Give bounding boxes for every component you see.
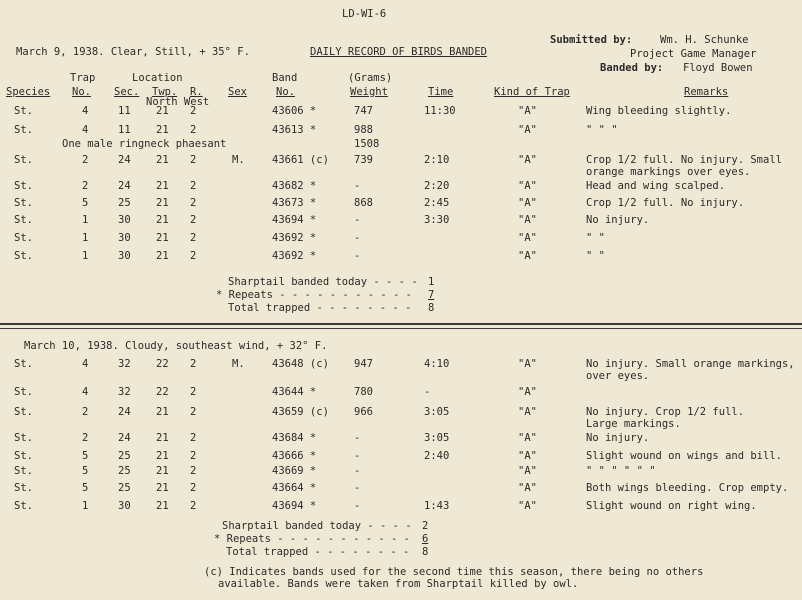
day1-row-remarks: Crop 1/2 full. No injury. xyxy=(586,197,745,209)
header-weight: Weight xyxy=(350,86,388,98)
day1-row-sec: 11 xyxy=(118,124,131,136)
day2-row-sec: 24 xyxy=(118,406,131,418)
day2-row-r: 2 xyxy=(190,432,197,444)
day1-row-note: One male ringneck phaesant xyxy=(62,138,227,150)
document-id: LD-WI-6 xyxy=(342,8,387,20)
day1-row-species: St. xyxy=(14,197,33,209)
day1-row-r: 2 xyxy=(190,124,197,136)
day1-row-species: St. xyxy=(14,180,33,192)
day2-row-twp: 21 xyxy=(156,432,169,444)
day2-row-weight: - xyxy=(354,450,361,462)
day1-row-twp: 21 xyxy=(156,250,169,262)
day1-heading: March 9, 1938. Clear, Still, + 35° F. xyxy=(16,46,250,58)
day1-row-twp: 21 xyxy=(156,105,169,117)
day1-row-species: St. xyxy=(14,214,33,226)
day2-total-value: 8 xyxy=(422,546,429,558)
day2-row-weight: - xyxy=(354,482,361,494)
day2-row-twp: 21 xyxy=(156,482,169,494)
day2-row-time: 1:43 xyxy=(424,500,450,512)
day1-row-species: St. xyxy=(14,124,33,136)
day1-row-trap: 1 xyxy=(82,232,89,244)
day2-row-band: 43644 * xyxy=(272,386,317,398)
day2-row-kind: "A" xyxy=(518,450,537,462)
day1-row-weight: - xyxy=(354,232,361,244)
section-divider-thin xyxy=(0,328,802,329)
day2-row-r: 2 xyxy=(190,500,197,512)
day1-row-r: 2 xyxy=(190,180,197,192)
day2-row-weight: - xyxy=(354,432,361,444)
day2-row-species: St. xyxy=(14,432,33,444)
header-twp: Twp. xyxy=(152,86,178,98)
header-sec: Sec. xyxy=(114,86,140,98)
day1-row-trap: 2 xyxy=(82,154,89,166)
day1-row-kind: "A" xyxy=(518,214,537,226)
day1-row-sex: M. xyxy=(232,154,245,166)
day2-row-twp: 21 xyxy=(156,465,169,477)
day1-row-weight: - xyxy=(354,250,361,262)
header-kind-of-trap: Kind of Trap xyxy=(494,86,570,98)
day1-row-twp: 21 xyxy=(156,154,169,166)
day2-repeats-label: * Repeats - - - - - - - - - - - xyxy=(214,533,410,545)
day2-row-band: 43666 * xyxy=(272,450,317,462)
day2-row-band: 43664 * xyxy=(272,482,317,494)
day1-row-twp: 21 xyxy=(156,180,169,192)
day2-row-twp: 22 xyxy=(156,386,169,398)
day2-row-weight: - xyxy=(354,465,361,477)
day2-row-trap: 4 xyxy=(82,386,89,398)
day2-row-remarks: No injury. Crop 1/2 full. xyxy=(586,406,745,418)
day2-row-species: St. xyxy=(14,406,33,418)
day2-row-trap: 5 xyxy=(82,465,89,477)
day2-row-remarks: No injury. Small orange markings, xyxy=(586,358,795,370)
banded-by-label: Banded by: xyxy=(600,62,664,74)
day2-row-trap: 2 xyxy=(82,432,89,444)
day1-row-band: 43673 * xyxy=(272,197,317,209)
day2-row-sec: 32 xyxy=(118,386,131,398)
day1-row-trap: 4 xyxy=(82,124,89,136)
day1-row-trap: 5 xyxy=(82,197,89,209)
day2-row-band: 43648 (c) xyxy=(272,358,329,370)
day1-row-band: 43661 (c) xyxy=(272,154,329,166)
day1-row-remarks: " " xyxy=(586,232,605,244)
day1-row-weight: 988 xyxy=(354,124,373,136)
day1-row-weight: 1508 xyxy=(354,138,380,150)
day1-row-band: 43606 * xyxy=(272,105,317,117)
day2-row-remarks: No injury. xyxy=(586,432,650,444)
header-grams: (Grams) xyxy=(348,72,393,84)
day1-row-remarks: " " " xyxy=(586,124,618,136)
submitted-by-title: Project Game Manager xyxy=(630,48,757,60)
footnote-line-1: (c) Indicates bands used for the second time this season, there being no others xyxy=(204,566,704,578)
day1-row-remarks-continued: orange markings over eyes. xyxy=(586,166,751,178)
day2-heading: March 10, 1938. Cloudy, southeast wind, + 32° F. xyxy=(24,340,328,352)
day1-row-twp: 21 xyxy=(156,232,169,244)
section-divider xyxy=(0,323,802,325)
day2-total-label: Total trapped - - - - - - - - xyxy=(226,546,410,558)
day1-total-value: 8 xyxy=(428,302,435,314)
day2-row-trap: 2 xyxy=(82,406,89,418)
day1-row-time: 2:20 xyxy=(424,180,450,192)
day1-row-sec: 24 xyxy=(118,154,131,166)
day2-row-sec: 25 xyxy=(118,450,131,462)
header-sex: Sex xyxy=(228,86,247,98)
day1-row-trap: 4 xyxy=(82,105,89,117)
day2-row-time: 3:05 xyxy=(424,406,450,418)
day2-row-sec: 32 xyxy=(118,358,131,370)
day2-repeats-value: 6 xyxy=(422,533,429,545)
day1-row-twp: 21 xyxy=(156,124,169,136)
day1-row-time: 2:10 xyxy=(424,154,450,166)
day2-row-trap: 5 xyxy=(82,450,89,462)
day2-row-species: St. xyxy=(14,500,33,512)
day1-row-sec: 24 xyxy=(118,180,131,192)
day2-row-time: - xyxy=(424,386,431,398)
day1-row-weight: - xyxy=(354,214,361,226)
day2-row-species: St. xyxy=(14,358,33,370)
day2-row-time: 4:10 xyxy=(424,358,450,370)
day2-row-twp: 21 xyxy=(156,450,169,462)
day1-row-remarks: Head and wing scalped. xyxy=(586,180,726,192)
day2-row-kind: "A" xyxy=(518,386,537,398)
day1-row-weight: 868 xyxy=(354,197,373,209)
day2-row-band: 43684 * xyxy=(272,432,317,444)
header-band: Band xyxy=(272,72,298,84)
day1-row-kind: "A" xyxy=(518,180,537,192)
day1-row-band: 43692 * xyxy=(272,232,317,244)
day2-row-band: 43669 * xyxy=(272,465,317,477)
day1-row-time: 11:30 xyxy=(424,105,456,117)
header-species: Species xyxy=(6,86,51,98)
day2-row-kind: "A" xyxy=(518,482,537,494)
day2-row-species: St. xyxy=(14,450,33,462)
day2-row-trap: 4 xyxy=(82,358,89,370)
day2-row-r: 2 xyxy=(190,406,197,418)
day1-row-kind: "A" xyxy=(518,124,537,136)
day2-row-sex: M. xyxy=(232,358,245,370)
day1-row-sec: 11 xyxy=(118,105,131,117)
day1-row-r: 2 xyxy=(190,214,197,226)
day2-row-kind: "A" xyxy=(518,465,537,477)
day1-row-sec: 30 xyxy=(118,214,131,226)
day2-row-twp: 21 xyxy=(156,500,169,512)
day2-row-twp: 22 xyxy=(156,358,169,370)
day1-row-sec: 25 xyxy=(118,197,131,209)
day2-row-sec: 24 xyxy=(118,432,131,444)
day2-row-r: 2 xyxy=(190,482,197,494)
day1-row-trap: 1 xyxy=(82,250,89,262)
day2-banded-label: Sharptail banded today - - - - xyxy=(222,520,412,532)
day1-row-species: St. xyxy=(14,250,33,262)
day1-row-time: 3:30 xyxy=(424,214,450,226)
day1-repeats-value: 7 xyxy=(428,289,435,301)
day2-row-species: St. xyxy=(14,465,33,477)
day1-row-r: 2 xyxy=(190,154,197,166)
day1-total-label: Total trapped - - - - - - - - xyxy=(228,302,412,314)
day1-row-species: St. xyxy=(14,232,33,244)
day1-row-remarks: Crop 1/2 full. No injury. Small xyxy=(586,154,782,166)
day1-row-r: 2 xyxy=(190,232,197,244)
day2-row-r: 2 xyxy=(190,358,197,370)
day1-row-r: 2 xyxy=(190,250,197,262)
day1-banded-value: 1 xyxy=(428,276,435,288)
day1-row-species: St. xyxy=(14,154,33,166)
day1-row-kind: "A" xyxy=(518,154,537,166)
day1-row-kind: "A" xyxy=(518,232,537,244)
submitted-by-name: Wm. H. Schunke xyxy=(660,34,749,46)
day1-row-kind: "A" xyxy=(518,197,537,209)
day1-row-band: 43613 * xyxy=(272,124,317,136)
day1-row-kind: "A" xyxy=(518,105,537,117)
header-time: Time xyxy=(428,86,454,98)
day1-row-band: 43682 * xyxy=(272,180,317,192)
header-remarks: Remarks xyxy=(684,86,729,98)
day1-row-twp: 21 xyxy=(156,214,169,226)
day1-row-r: 2 xyxy=(190,105,197,117)
day2-row-r: 2 xyxy=(190,450,197,462)
day2-row-r: 2 xyxy=(190,465,197,477)
submitted-by-label: Submitted by: xyxy=(550,34,633,46)
day2-row-time: 2:40 xyxy=(424,450,450,462)
day1-row-r: 2 xyxy=(190,197,197,209)
day2-row-trap: 1 xyxy=(82,500,89,512)
day2-row-twp: 21 xyxy=(156,406,169,418)
day1-row-twp: 21 xyxy=(156,197,169,209)
header-location: Location xyxy=(132,72,183,84)
day2-row-kind: "A" xyxy=(518,358,537,370)
day2-row-band: 43659 (c) xyxy=(272,406,329,418)
day2-row-kind: "A" xyxy=(518,432,537,444)
header-trap-no: No. xyxy=(72,86,91,98)
day2-row-time: 3:05 xyxy=(424,432,450,444)
day2-row-weight: 947 xyxy=(354,358,373,370)
header-north-west: North West xyxy=(146,96,210,108)
day1-row-weight: 747 xyxy=(354,105,373,117)
day2-row-weight: 780 xyxy=(354,386,373,398)
day1-row-trap: 1 xyxy=(82,214,89,226)
day1-row-trap: 2 xyxy=(82,180,89,192)
day1-row-sec: 30 xyxy=(118,232,131,244)
document-title: DAILY RECORD OF BIRDS BANDED xyxy=(310,46,488,58)
day2-row-remarks-continued: Large markings. xyxy=(586,418,681,430)
day1-row-remarks: Wing bleeding slightly. xyxy=(586,105,732,117)
day2-row-band: 43694 * xyxy=(272,500,317,512)
day2-row-weight: - xyxy=(354,500,361,512)
day1-row-band: 43692 * xyxy=(272,250,317,262)
day1-row-band: 43694 * xyxy=(272,214,317,226)
header-trap: Trap xyxy=(70,72,96,84)
day1-row-species: St. xyxy=(14,105,33,117)
banded-by-name: Floyd Bowen xyxy=(683,62,753,74)
day2-row-species: St. xyxy=(14,386,33,398)
day2-row-trap: 5 xyxy=(82,482,89,494)
day2-row-remarks: Both wings bleeding. Crop empty. xyxy=(586,482,789,494)
day2-row-sec: 25 xyxy=(118,482,131,494)
day2-row-sec: 25 xyxy=(118,465,131,477)
day1-row-remarks: No injury. xyxy=(586,214,650,226)
day2-row-remarks: Slight wound on right wing. xyxy=(586,500,757,512)
day2-row-remarks-continued: over eyes. xyxy=(586,370,650,382)
day1-banded-label: Sharptail banded today - - - - xyxy=(228,276,418,288)
day2-row-kind: "A" xyxy=(518,500,537,512)
day2-row-remarks: Slight wound on wings and bill. xyxy=(586,450,782,462)
day1-row-remarks: " " xyxy=(586,250,605,262)
day1-row-weight: 739 xyxy=(354,154,373,166)
day2-row-r: 2 xyxy=(190,386,197,398)
footnote-line-2: available. Bands were taken from Sharptail killed by owl. xyxy=(218,578,579,590)
day1-row-sec: 30 xyxy=(118,250,131,262)
header-band-no: No. xyxy=(276,86,295,98)
header-r: R. xyxy=(190,86,203,98)
day1-row-kind: "A" xyxy=(518,250,537,262)
day2-row-weight: 966 xyxy=(354,406,373,418)
day2-banded-value: 2 xyxy=(422,520,429,532)
day2-row-sec: 30 xyxy=(118,500,131,512)
day1-row-weight: - xyxy=(354,180,361,192)
day2-row-species: St. xyxy=(14,482,33,494)
day2-row-remarks: " " " " " " xyxy=(586,465,656,477)
day2-row-kind: "A" xyxy=(518,406,537,418)
day1-row-time: 2:45 xyxy=(424,197,450,209)
day1-repeats-label: * Repeats - - - - - - - - - - - xyxy=(216,289,412,301)
